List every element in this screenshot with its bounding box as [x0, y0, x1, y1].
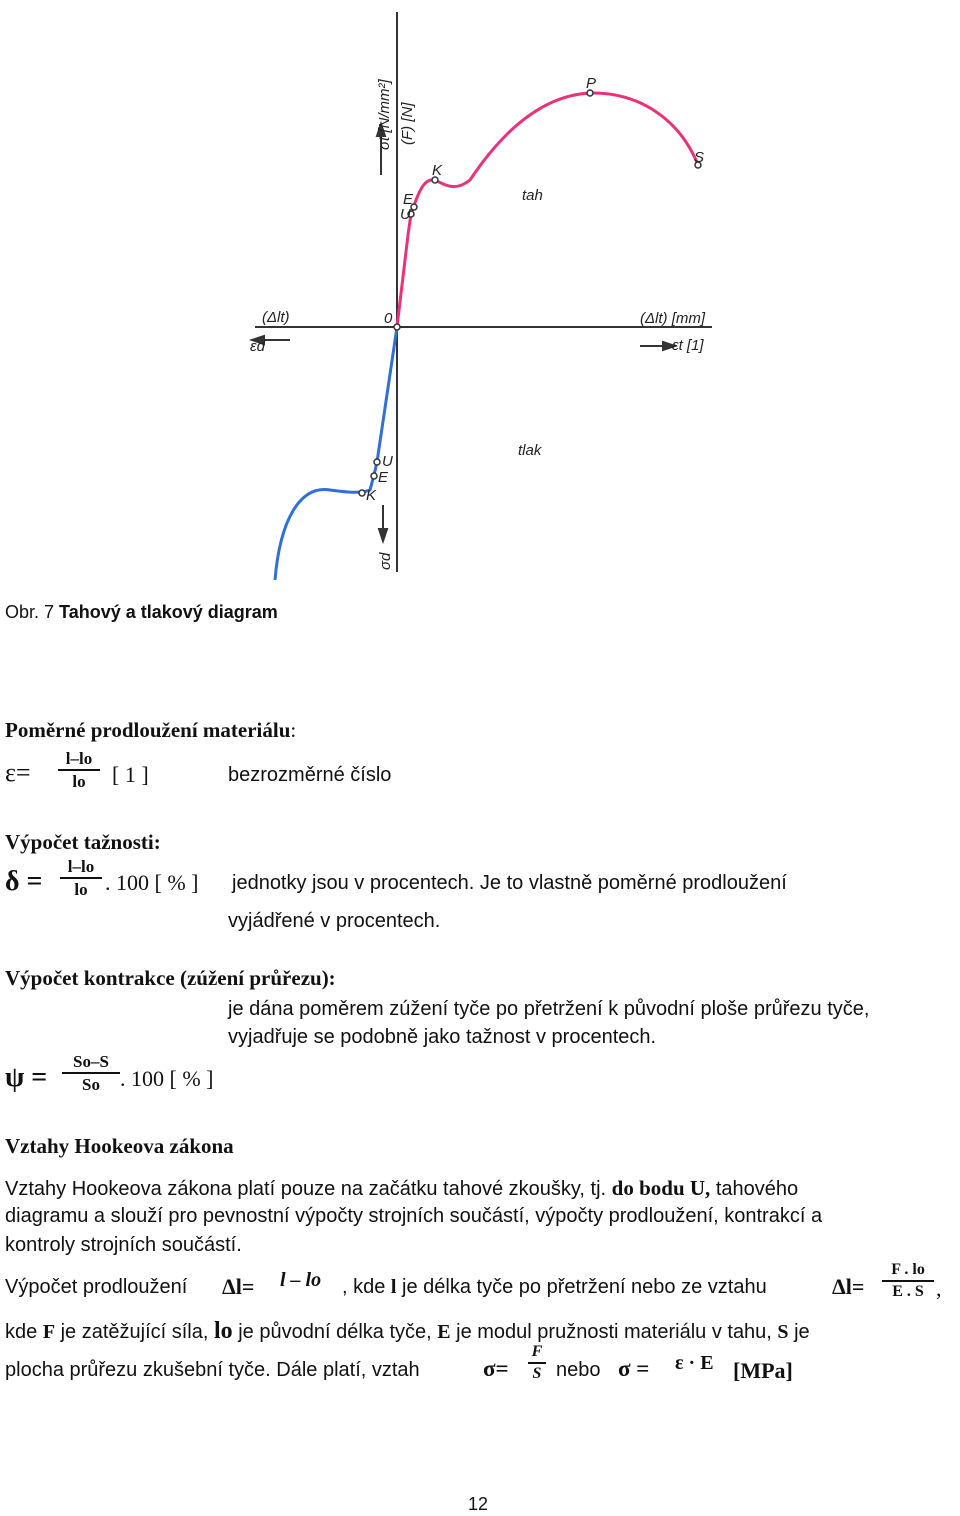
point-origin-marker [394, 324, 400, 330]
hooke-line4-text1: Výpočet prodloužení [5, 1276, 188, 1298]
caption-prefix: Obr. 7 [5, 602, 60, 622]
label-y-top-stress: σt [N/mm²] [376, 79, 393, 150]
hooke-line6-sigma1: σ= [483, 1356, 509, 1381]
elongation-note-line2: vyjádřené v procentech. [228, 910, 441, 932]
strain-numerator: l–lo [65, 749, 93, 768]
strain-fraction [58, 750, 100, 790]
hooke-line5-S: S [777, 1321, 789, 1343]
label-point-U-top: U [400, 206, 411, 223]
caption-title: Tahový a tlakový diagram [59, 602, 278, 622]
hooke-line6-unit: [MPa] [733, 1358, 793, 1383]
contraction-suffix: . 100 [ % ] [120, 1066, 214, 1091]
elongation-denominator: lo [74, 880, 88, 899]
contraction-numerator: So–S [73, 1052, 109, 1071]
hooke-p1-end: tahového [710, 1178, 799, 1200]
hooke-line4-kde: , kde [342, 1276, 391, 1298]
contraction-note-line2: vyjadřuje se podobně jako tažnost v procentech. [228, 1026, 657, 1048]
hooke-line4-comma: , [936, 1276, 942, 1301]
label-y-bottom: σd [377, 552, 394, 570]
label-point-K-top: K [432, 162, 443, 179]
hooke-line5-E: E [437, 1321, 451, 1343]
hooke-p1-start: Vztahy Hookeova zákona platí pouze na začátku tahové zkoušky, tj. [5, 1178, 612, 1200]
hooke-line4-text2: je délka tyče po přetržení nebo ze vztahu [396, 1276, 767, 1298]
hooke-line5-e: je [788, 1321, 810, 1343]
contraction-fraction [62, 1053, 120, 1093]
diagram-axes [252, 12, 712, 572]
hooke-line4-text-mid [342, 1276, 767, 1299]
hooke-line5-a: kde [5, 1321, 43, 1343]
label-y-top-force: (F) [N] [399, 102, 416, 145]
strain-heading [5, 718, 296, 743]
strain-unit: [ 1 ] [112, 762, 149, 787]
contraction-note-line1: je dána poměrem zúžení tyče po přetržení k původní ploše průřezu tyče, [228, 998, 870, 1020]
compression-curve [275, 327, 397, 580]
strain-denominator: lo [72, 772, 86, 791]
contraction-denominator: So [82, 1075, 100, 1094]
hooke-line6-nebo: nebo [556, 1359, 601, 1381]
hooke-line4-num: F . lo [891, 1261, 925, 1278]
hooke-line6-den: S [532, 1365, 542, 1382]
hooke-line6-fraction [528, 1344, 546, 1382]
hooke-line6-eps-e: ε · E [675, 1352, 714, 1374]
strain-heading-text: Poměrné prodloužení materiálu [5, 718, 291, 742]
hooke-p1-bold: do bodu U, [611, 1176, 711, 1200]
hooke-paragraph-line2: diagramu a slouží pro pevnostní výpočty strojních součástí, výpočty prodloužení, kontrakcí a [5, 1205, 823, 1227]
label-compression: tlak [518, 442, 542, 459]
elongation-suffix: . 100 [ % ] [105, 870, 199, 895]
elongation-fraction [60, 858, 102, 898]
hooke-line5-c: je původní délka tyče, [232, 1321, 438, 1343]
elongation-symbol: δ = [5, 866, 43, 897]
hooke-line5-lo: lo [214, 1318, 233, 1344]
label-point-E-top: E [403, 191, 414, 208]
label-x-left-len: (Δlt) [262, 309, 290, 326]
hooke-line5-F: F [42, 1321, 56, 1343]
hooke-line6-num: F [531, 1343, 543, 1360]
label-point-S: S [694, 149, 705, 166]
page-number: 12 [468, 1494, 489, 1514]
contraction-symbol: ψ = [5, 1062, 48, 1093]
hooke-line5 [5, 1318, 810, 1345]
point-U-bottom-marker [374, 459, 380, 465]
point-E-bottom-marker [371, 473, 377, 479]
label-origin: 0 [384, 310, 393, 327]
hooke-line4-delta-l1: Δl= [222, 1274, 255, 1299]
elongation-heading: Výpočet tažnosti: [5, 830, 161, 854]
label-x-right-strain: εt [1] [672, 337, 704, 354]
hooke-line4-fraction [882, 1262, 934, 1300]
hooke-line6-sigma2: σ = [618, 1356, 650, 1381]
hooke-line4-l: l [390, 1276, 397, 1298]
label-tension: tah [522, 187, 543, 204]
hooke-line5-b: je zatěžující síla, [55, 1321, 214, 1343]
hooke-line5-d: je modul pružnosti materiálu v tahu, [450, 1321, 778, 1343]
label-x-left-strain: εd [250, 338, 265, 355]
strain-note: bezrozměrné číslo [228, 764, 392, 786]
strain-symbol: ε= [5, 758, 31, 787]
elongation-note-line1: jednotky jsou v procentech. Je to vlastně poměrné prodloužení [232, 872, 787, 894]
tension-curve [397, 93, 698, 327]
hooke-line4-formula1: l – lo [280, 1269, 322, 1291]
tension-compression-diagram [0, 0, 960, 590]
figure-caption [5, 602, 278, 623]
hooke-paragraph-line1 [5, 1176, 798, 1201]
label-point-P: P [586, 75, 597, 92]
label-point-E-bottom: E [378, 469, 389, 486]
hooke-heading: Vztahy Hookeova zákona [5, 1134, 234, 1158]
label-x-right-len: (Δlt) [mm] [640, 310, 706, 327]
hooke-line4-delta-l2: Δl= [832, 1274, 865, 1299]
label-point-K-bottom: K [366, 487, 377, 504]
contraction-heading: Výpočet kontrakce (zúžení průřezu): [5, 966, 336, 990]
point-K-bottom-marker [359, 490, 365, 496]
elongation-numerator: l–lo [67, 857, 95, 876]
strain-heading-colon: : [290, 718, 297, 742]
hooke-paragraph-line3: kontroly strojních součástí. [5, 1234, 242, 1256]
hooke-line6-text: plocha průřezu zkušební tyče. Dále platí, vztah [5, 1359, 420, 1381]
label-point-U-bottom: U [382, 453, 393, 470]
hooke-line4-den: E . S [892, 1283, 924, 1300]
